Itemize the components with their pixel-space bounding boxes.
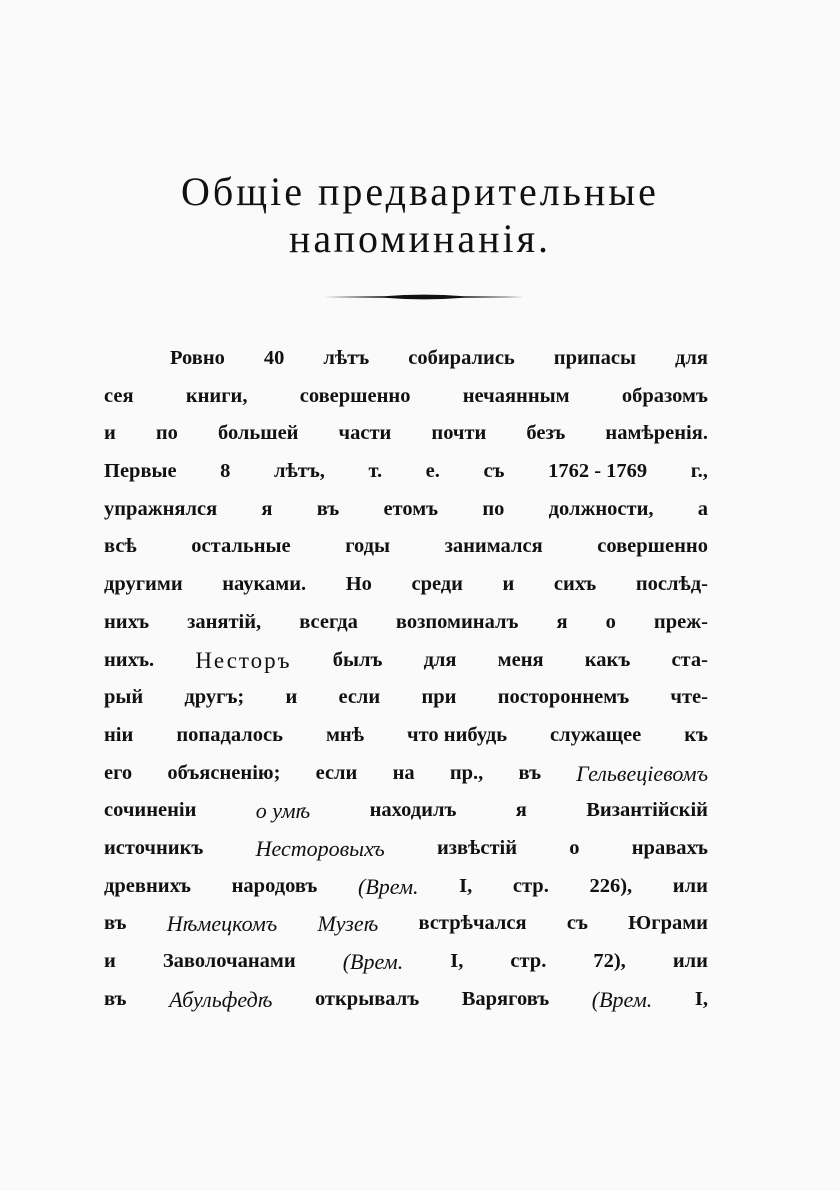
word: извѣстій — [436, 836, 518, 859]
body-paragraph — [104, 340, 708, 1018]
word: или — [672, 874, 708, 897]
word: попадалось — [176, 723, 283, 746]
word: другими — [104, 573, 183, 596]
word: I, — [459, 874, 473, 897]
word: я — [261, 497, 273, 520]
word: Гельвеціевомъ — [576, 760, 708, 786]
word: о умѣ — [255, 798, 311, 824]
word: г., — [690, 460, 708, 483]
word: въ — [104, 912, 127, 935]
word: сочиненіи — [104, 799, 197, 822]
word: нечаянным — [462, 384, 570, 407]
text-line — [104, 679, 708, 717]
word: книги, — [185, 384, 248, 407]
word: къ — [684, 723, 708, 746]
word: I, — [450, 950, 464, 972]
word: (Врем. — [358, 873, 419, 899]
word: и — [285, 686, 298, 709]
word: пр., — [449, 761, 484, 784]
word: и — [104, 422, 116, 445]
word: остальные — [191, 535, 291, 558]
word: Несторовыхъ — [255, 835, 385, 861]
word: Нѣмецкомъ — [166, 911, 278, 937]
word: припасы — [553, 347, 636, 369]
word: въ — [104, 987, 127, 1010]
word: Абульфедѣ — [169, 986, 273, 1012]
text-line — [104, 905, 708, 943]
word: я — [556, 610, 568, 633]
word: безъ — [526, 422, 566, 445]
word: лѣтъ — [323, 347, 370, 369]
word: ста- — [671, 648, 708, 671]
word: былъ — [332, 648, 383, 671]
word: если — [338, 686, 381, 709]
word: совершенно — [597, 535, 708, 558]
text-line — [104, 642, 708, 680]
word: открывалъ — [314, 987, 420, 1010]
word: 72), — [593, 950, 626, 972]
word: Юграми — [628, 912, 708, 935]
word: 226), — [589, 874, 633, 897]
word: науками. — [222, 573, 307, 596]
word: о — [569, 836, 580, 859]
word: Музеѣ — [317, 911, 379, 937]
word: если — [315, 761, 358, 784]
word: всегда — [299, 610, 358, 633]
word: намѣренія. — [605, 422, 708, 445]
word: съ — [566, 912, 588, 935]
text-line — [104, 566, 708, 604]
word: сея — [104, 384, 134, 407]
word: Заволочанами — [162, 950, 296, 972]
word: преж- — [653, 610, 708, 633]
word: совершенно — [299, 384, 411, 407]
word: какъ — [584, 648, 631, 671]
page-title-line-2: напоминанія. — [288, 216, 552, 261]
text-line — [104, 604, 708, 642]
word: источникъ — [104, 836, 204, 859]
word: другъ; — [184, 686, 245, 709]
word: по — [482, 497, 505, 520]
word: т. — [368, 460, 383, 483]
word: всѣ — [104, 535, 137, 558]
word: меня — [497, 648, 544, 671]
word: образомъ — [621, 384, 708, 407]
text-line — [104, 340, 708, 378]
word: находилъ — [369, 799, 457, 822]
word: встрѣчался — [418, 912, 527, 935]
word: Несторъ — [195, 647, 292, 673]
word: на — [392, 761, 415, 784]
text-line — [104, 943, 708, 981]
word: нихъ — [104, 610, 150, 633]
word: Но — [345, 573, 372, 596]
word: и — [502, 573, 515, 596]
word: 8 — [220, 460, 231, 483]
text-line — [104, 868, 708, 906]
text-line — [104, 830, 708, 868]
text-line — [104, 453, 708, 491]
word: ніи — [104, 723, 134, 746]
word: 40 — [263, 347, 285, 369]
word: Ровно — [170, 347, 225, 369]
word: послѣд- — [635, 573, 708, 596]
word: среди — [411, 573, 463, 596]
word: Византійскій — [586, 799, 708, 822]
word: лѣтъ, — [273, 460, 325, 483]
word: большей — [217, 422, 299, 445]
word: что нибудь — [407, 723, 508, 746]
word: должности, — [548, 497, 654, 520]
word: части — [338, 422, 392, 445]
word: его — [104, 761, 133, 784]
word: Варяговъ — [461, 987, 550, 1010]
word: Первые — [104, 460, 177, 483]
word: (Врем. — [591, 986, 653, 1012]
word: е. — [425, 460, 440, 483]
word: о — [605, 610, 616, 633]
word: а — [697, 497, 708, 520]
word: древнихъ — [104, 874, 191, 897]
text-line — [104, 415, 708, 453]
word: собирались — [408, 347, 515, 369]
text-line — [104, 792, 708, 830]
word: я — [515, 799, 527, 822]
text-line — [104, 528, 708, 566]
word: рый — [104, 686, 144, 709]
word: въ — [316, 497, 340, 520]
word: для — [675, 347, 708, 369]
word: етомъ — [383, 497, 439, 520]
word: по — [155, 422, 178, 445]
text-line — [104, 755, 708, 793]
word: стр. — [512, 874, 549, 897]
word: съ — [483, 460, 505, 483]
word: стр. — [510, 950, 547, 972]
word: 1762 - 1769 — [548, 460, 648, 483]
text-line — [104, 981, 708, 1019]
word: годы — [345, 535, 391, 558]
word: постороннемъ — [497, 686, 630, 709]
horizontal-rule-ornament-icon — [324, 293, 524, 301]
word: для — [423, 648, 457, 671]
word: нихъ. — [104, 648, 155, 671]
page-title-line-1: Общіе предварительные — [181, 169, 659, 214]
word: занимался — [444, 535, 543, 558]
word: народовъ — [231, 874, 318, 897]
word: сихъ — [553, 573, 597, 596]
word: нравахъ — [631, 836, 708, 859]
text-line — [104, 378, 708, 416]
word: служащее — [550, 723, 642, 746]
word: упражнялся — [104, 497, 218, 520]
word: I, — [694, 987, 708, 1010]
text-line — [104, 491, 708, 529]
word: объясненію; — [167, 761, 281, 784]
word: почти — [431, 422, 487, 445]
word: или — [672, 950, 708, 972]
word: занятій, — [187, 610, 262, 633]
word: въ — [518, 761, 542, 784]
word: и — [104, 950, 116, 972]
word: мнѣ — [325, 723, 365, 746]
word: (Врем. — [342, 949, 404, 974]
word: чте- — [670, 686, 708, 709]
text-line — [104, 717, 708, 755]
word: возпоминалъ — [395, 610, 519, 633]
word: при — [421, 686, 457, 709]
